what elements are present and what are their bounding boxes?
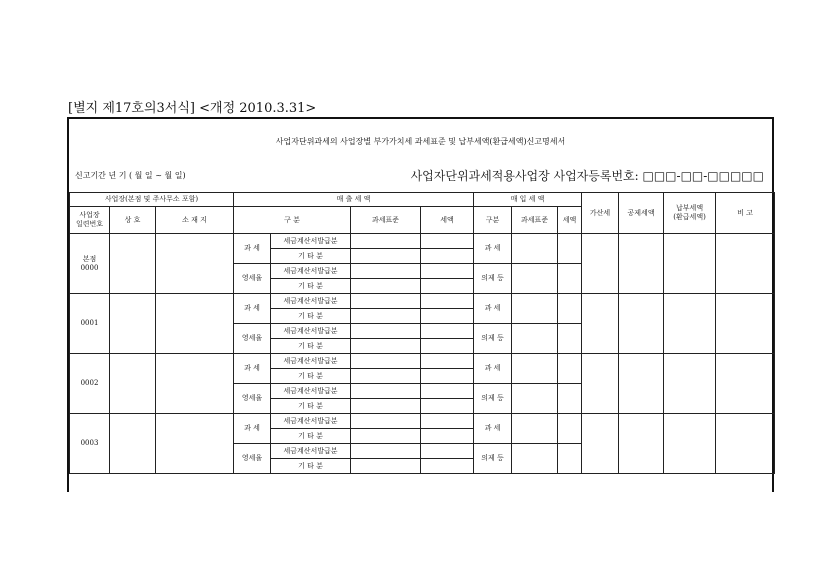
workplace-location-cell[interactable] — [156, 234, 234, 294]
header-tax-base: 과세표준 — [351, 207, 421, 234]
sales-other-label: 기 타 분 — [271, 339, 351, 354]
sales-other-label: 기 타 분 — [271, 279, 351, 294]
additional-tax-cell[interactable] — [582, 294, 619, 354]
purchase-tax-base-cell[interactable] — [512, 444, 558, 474]
workplace-serial: 본점 0000 — [70, 234, 110, 294]
sales-zero-rate-label: 영세율 — [234, 384, 271, 414]
workplace-serial: 0001 — [70, 294, 110, 354]
purchase-tax-amount-cell[interactable] — [558, 324, 582, 354]
sales-tax-base-cell[interactable] — [351, 414, 421, 429]
sales-tax-amount-cell[interactable] — [421, 339, 474, 354]
purchase-taxable-label: 과 세 — [474, 234, 512, 264]
sales-taxable-label: 과 세 — [234, 414, 271, 444]
purchase-taxable-label: 과 세 — [474, 294, 512, 324]
header-additional-tax: 가산세 — [582, 193, 619, 234]
additional-tax-cell[interactable] — [582, 414, 619, 474]
remarks-cell[interactable] — [716, 234, 775, 294]
sales-tax-base-cell[interactable] — [351, 249, 421, 264]
remarks-cell[interactable] — [716, 294, 775, 354]
purchase-tax-base-cell[interactable] — [512, 234, 558, 264]
sales-tax-base-cell[interactable] — [351, 294, 421, 309]
purchase-tax-amount-cell[interactable] — [558, 354, 582, 384]
workplace-name-cell[interactable] — [110, 414, 156, 474]
purchase-taxable-label: 과 세 — [474, 414, 512, 444]
purchase-taxable-label: 과 세 — [474, 354, 512, 384]
report-period: 신고기간 년 기 ( 월 일 ~ 월 일) — [75, 171, 186, 180]
purchase-tax-amount-cell[interactable] — [558, 264, 582, 294]
purchase-deemed-label: 의제 등 — [474, 264, 512, 294]
purchase-tax-base-cell[interactable] — [512, 384, 558, 414]
remarks-cell[interactable] — [716, 414, 775, 474]
sales-tax-amount-cell[interactable] — [421, 444, 474, 459]
purchase-tax-amount-cell[interactable] — [558, 444, 582, 474]
sales-tax-amount-cell[interactable] — [421, 384, 474, 399]
purchase-tax-amount-cell[interactable] — [558, 294, 582, 324]
workplace-serial: 0003 — [70, 414, 110, 474]
sales-tax-base-cell[interactable] — [351, 429, 421, 444]
header-category: 구 분 — [234, 207, 351, 234]
deduction-tax-cell[interactable] — [619, 294, 664, 354]
payable-tax-cell[interactable] — [664, 414, 716, 474]
header-purchase-tax-base: 과세표준 — [512, 207, 558, 234]
payable-tax-cell[interactable] — [664, 294, 716, 354]
sales-other-label: 기 타 분 — [271, 399, 351, 414]
sales-other-label: 기 타 분 — [271, 309, 351, 324]
workplace-location-cell[interactable] — [156, 414, 234, 474]
sales-taxable-label: 과 세 — [234, 234, 271, 264]
sales-tax-base-cell[interactable] — [351, 444, 421, 459]
sales-tax-amount-cell[interactable] — [421, 354, 474, 369]
sales-tax-amount-cell[interactable] — [421, 414, 474, 429]
sales-invoice-label: 세금계산서발급분 — [271, 354, 351, 369]
sales-other-label: 기 타 분 — [271, 249, 351, 264]
payable-tax-cell[interactable] — [664, 354, 716, 414]
purchase-deemed-label: 의제 등 — [474, 384, 512, 414]
remarks-cell[interactable] — [716, 354, 775, 414]
purchase-tax-amount-cell[interactable] — [558, 414, 582, 444]
purchase-deemed-label: 의제 등 — [474, 444, 512, 474]
form-reference: [별지 제17호의3서식] <개정 2010.3.31> — [68, 101, 317, 116]
sales-taxable-label: 과 세 — [234, 354, 271, 384]
header-deduction-tax: 공제세액 — [619, 193, 664, 234]
sales-tax-base-cell[interactable] — [351, 279, 421, 294]
workplace-serial: 0002 — [70, 354, 110, 414]
sales-tax-base-cell[interactable] — [351, 459, 421, 474]
sales-tax-base-cell[interactable] — [351, 264, 421, 279]
sales-tax-amount-cell[interactable] — [421, 249, 474, 264]
sales-tax-base-cell[interactable] — [351, 384, 421, 399]
sales-invoice-label: 세금계산서발급분 — [271, 384, 351, 399]
sales-invoice-label: 세금계산서발급분 — [271, 264, 351, 279]
sales-tax-base-cell[interactable] — [351, 354, 421, 369]
sales-tax-base-cell[interactable] — [351, 369, 421, 384]
sales-tax-amount-cell[interactable] — [421, 429, 474, 444]
deduction-tax-cell[interactable] — [619, 234, 664, 294]
workplace-name-cell[interactable] — [110, 294, 156, 354]
purchase-tax-base-cell[interactable] — [512, 354, 558, 384]
workplace-name-cell[interactable] — [110, 234, 156, 294]
sales-taxable-label: 과 세 — [234, 294, 271, 324]
sales-zero-rate-label: 영세율 — [234, 264, 271, 294]
sales-zero-rate-label: 영세율 — [234, 444, 271, 474]
header-workplace-group: 사업장(본점 및 주사무소 포함) — [70, 193, 234, 207]
header-location: 소 재 지 — [156, 207, 234, 234]
payable-tax-cell[interactable] — [664, 234, 716, 294]
registration-number: 사업자단위과세적용사업장 사업자등록번호: □□□-□□-□□□□□ — [410, 169, 764, 183]
header-purchase-category: 구분 — [474, 207, 512, 234]
sales-invoice-label: 세금계산서발급분 — [271, 324, 351, 339]
form-frame — [67, 117, 774, 492]
sales-invoice-label: 세금계산서발급분 — [271, 444, 351, 459]
sales-tax-amount-cell[interactable] — [421, 234, 474, 249]
sales-tax-base-cell[interactable] — [351, 309, 421, 324]
workplace-location-cell[interactable] — [156, 294, 234, 354]
header-name: 상 호 — [110, 207, 156, 234]
sales-other-label: 기 타 분 — [271, 429, 351, 444]
sales-other-label: 기 타 분 — [271, 459, 351, 474]
purchase-tax-base-cell[interactable] — [512, 264, 558, 294]
purchase-tax-amount-cell[interactable] — [558, 384, 582, 414]
sales-other-label: 기 타 분 — [271, 369, 351, 384]
sales-tax-amount-cell[interactable] — [421, 399, 474, 414]
document-title: 사업자단위과세의 사업장별 부가가치세 과세표준 및 납부세액(환급세액)신고명세서 — [275, 137, 566, 146]
deduction-tax-cell[interactable] — [619, 414, 664, 474]
deduction-tax-cell[interactable] — [619, 354, 664, 414]
workplace-name-cell[interactable] — [110, 354, 156, 414]
sales-invoice-label: 세금계산서발급분 — [271, 414, 351, 429]
header-payable-tax: 납부세액 (환급세액) — [664, 193, 716, 234]
sales-tax-base-cell[interactable] — [351, 324, 421, 339]
sales-invoice-label: 세금계산서발급분 — [271, 234, 351, 249]
sales-tax-amount-cell[interactable] — [421, 309, 474, 324]
sales-tax-amount-cell[interactable] — [421, 459, 474, 474]
header-serial: 사업장 일련번호 — [70, 207, 110, 234]
purchase-tax-base-cell[interactable] — [512, 324, 558, 354]
sales-tax-amount-cell[interactable] — [421, 279, 474, 294]
sales-tax-base-cell[interactable] — [351, 339, 421, 354]
additional-tax-cell[interactable] — [582, 354, 619, 414]
header-remarks: 비 고 — [716, 193, 775, 234]
purchase-tax-amount-cell[interactable] — [558, 234, 582, 264]
sales-tax-amount-cell[interactable] — [421, 264, 474, 279]
detail-table — [69, 192, 775, 474]
purchase-deemed-label: 의제 등 — [474, 324, 512, 354]
sales-invoice-label: 세금계산서발급분 — [271, 294, 351, 309]
purchase-tax-base-cell[interactable] — [512, 414, 558, 444]
header-purchase-tax-amount: 세액 — [558, 207, 582, 234]
additional-tax-cell[interactable] — [582, 234, 619, 294]
sales-zero-rate-label: 영세율 — [234, 324, 271, 354]
sales-tax-amount-cell[interactable] — [421, 369, 474, 384]
sales-tax-base-cell[interactable] — [351, 399, 421, 414]
sales-tax-amount-cell[interactable] — [421, 294, 474, 309]
header-sales-group: 매 출 세 액 — [234, 193, 474, 207]
sales-tax-base-cell[interactable] — [351, 234, 421, 249]
workplace-location-cell[interactable] — [156, 354, 234, 414]
header-purchase-group: 매 입 세 액 — [474, 193, 582, 207]
header-tax-amount: 세액 — [421, 207, 474, 234]
purchase-tax-base-cell[interactable] — [512, 294, 558, 324]
sales-tax-amount-cell[interactable] — [421, 324, 474, 339]
